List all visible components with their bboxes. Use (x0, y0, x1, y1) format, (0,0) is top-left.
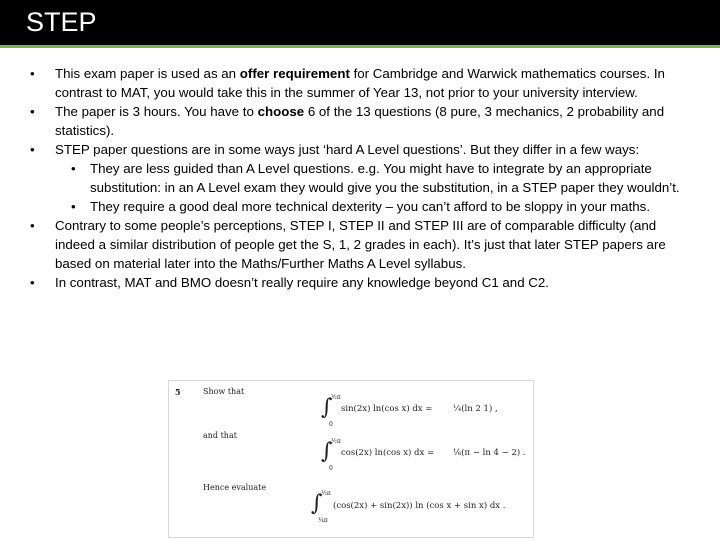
title-bar (0, 0, 720, 45)
integral-1-result: ¼(ln 2 1) , (453, 404, 498, 414)
question-number: 5 (175, 387, 181, 397)
lower-limit: 0 (329, 465, 333, 472)
bullet-text: 6 of the 13 questions (8 pure, 3 mechanics, 2 probability and statistics). (55, 104, 665, 138)
bullet-text: Contrary to some people’s perceptions, STEP I, STEP II and STEP III are of comparable difficulty (and indeed a similar distribution of people get the S, 1, 2 grades in each). It’s just that later STEP papers are based on material later into the Maths/Further Maths A Level syllabus. (55, 218, 666, 271)
bullet-glyph: • (71, 161, 76, 176)
bullet-text: for Cambridge and Warwick mathematics courses. In contrast to MAT, you would take this in the summer of Year 13, not prior to your university interview. (55, 66, 665, 100)
bullet-bold-text: offer requirement (239, 66, 350, 81)
sub-bullet-text: They require a good deal more technical dexterity – you can’t afford to be sloppy in your maths. (90, 199, 651, 214)
sub-bullet-text: They are less guided than A Level questions. e.g. You might have to integrate by an appropriate substitution: in an A Level exam they would give you the substitution, in a STEP paper they wouldn’t. (90, 161, 680, 195)
sub-bullet-item (55, 159, 694, 197)
integral-sign: ∫ (321, 439, 333, 464)
lower-limit: ¼π (318, 517, 328, 524)
bullet-glyph: • (30, 104, 35, 119)
bullet-item (30, 216, 694, 273)
upper-limit: ½π (331, 438, 341, 445)
bullet-text: In contrast, MAT and BMO doesn’t really require any knowledge beyond C1 and C2. (55, 275, 549, 290)
bullet-item (30, 64, 694, 102)
sub-bullet-item (55, 197, 694, 216)
and-that-text: and that (203, 431, 237, 440)
integral-3-expression: (cos(2x) + sin(2x)) ln (cos x + sin x) dx . (333, 501, 506, 511)
integral-2-expression: cos(2x) ln(cos x) dx = (341, 448, 435, 458)
show-that-text: Show that (203, 387, 245, 396)
step-question-image (168, 380, 534, 538)
bullet-glyph: • (30, 142, 35, 157)
bullet-text: This exam paper is used as an (55, 66, 240, 81)
lower-limit: 0 (329, 421, 333, 428)
title-accent-line (0, 45, 720, 48)
integral-sign: ∫ (321, 395, 333, 420)
bullet-bold-text: choose (257, 104, 305, 119)
hence-evaluate-text: Hence evaluate (203, 483, 267, 492)
bullet-item (30, 273, 694, 292)
integral-1-expression: sin(2x) ln(cos x) dx = (341, 404, 433, 414)
bullet-item (30, 102, 694, 140)
bullet-glyph: • (30, 218, 35, 233)
bullet-glyph: • (71, 199, 76, 214)
bullet-item (30, 140, 694, 216)
bullet-glyph: • (30, 275, 35, 290)
sub-bullet-list (55, 159, 694, 216)
bullet-text: STEP paper questions are in some ways just ‘hard A Level questions’. But they differ in a few ways: (55, 142, 640, 157)
integral-2-result: ⅛(π − ln 4 − 2) . (453, 448, 526, 458)
bullet-text: The paper is 3 hours. You have to (55, 104, 258, 119)
upper-limit: ½π (321, 490, 331, 497)
slide-title: STEP (26, 7, 97, 37)
bullet-list (30, 64, 694, 292)
upper-limit: ½π (331, 394, 341, 401)
integral-sign: ∫ (311, 491, 323, 516)
bullet-glyph: • (30, 66, 35, 81)
